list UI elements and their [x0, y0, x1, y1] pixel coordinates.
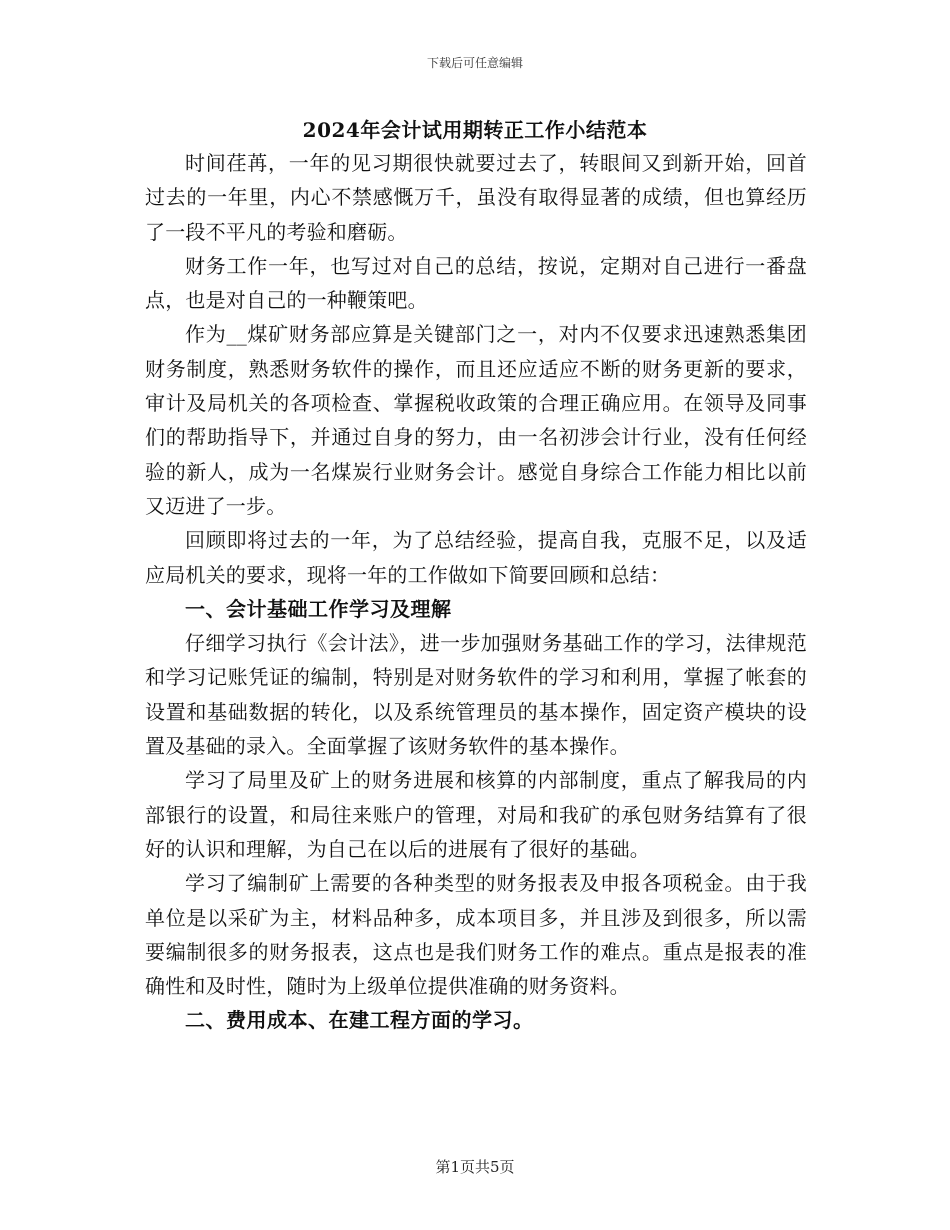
paragraph-reports: 学习了编制矿上需要的各种类型的财务报表及申报各项税金。由于我单位是以采矿为主，材料品种多，成本项目多，并且涉及到很多，所以需要编制很多的财务报表，这点也是我们财务工作的难点。重点是报表的准确性和及时性，随时为上级单位提供准确的财务资料。	[145, 871, 807, 999]
paragraph-intro: 时间荏苒，一年的见习期很快就要过去了，转眼间又到新开始，回首过去的一年里，内心不禁感慨万千，虽没有取得显著的成绩，但也算经历了一段不平凡的考验和磨砺。	[145, 151, 807, 244]
paragraph-accounting-law: 仔细学习执行《会计法》，进一步加强财务基础工作的学习，法律规范和学习记账凭证的编制，特别是对财务软件的学习和利用，掌握了帐套的设置和基础数据的转化，以及系统管理员的基本操作，固定资产模块的设置及基础的录入。全面掌握了该财务软件的基本操作。	[145, 631, 807, 759]
header-note: 下载后可任意编辑	[426, 56, 523, 70]
document-title: 2024年会计试用期转正工作小结范本	[302, 118, 648, 142]
paragraph-internal-system: 学习了局里及矿上的财务进展和核算的内部制度，重点了解我局的内部银行的设置，和局往来账户的管理，对局和我矿的承包财务结算有了很好的认识和理解，为自己在以后的进展有了很好的基础。	[145, 768, 807, 861]
section-heading-2: 二、费用成本、在建工程方面的学习。	[185, 1008, 534, 1033]
document-body	[145, 146, 807, 1038]
paragraph-role: 作为__煤矿财务部应算是关键部门之一，对内不仅要求迅速熟悉集团财务制度，熟悉财务软件的操作，而且还应适应不断的财务更新的要求，审计及局机关的各项检查、掌握税收政策的合理正确应用。在领导及同事们的帮助指导下，并通过自身的努力，由一名初涉会计行业，没有任何经验的新人，成为一名煤炭行业财务会计。感觉自身综合工作能力相比以前又迈进了一步。	[145, 322, 807, 518]
section-heading-1: 一、会计基础工作学习及理解	[185, 596, 452, 621]
paragraph-self-review: 财务工作一年，也写过对自己的总结，按说，定期对自己进行一番盘点，也是对自己的一种鞭策吧。	[145, 253, 807, 313]
paragraph-summary-lead: 回顾即将过去的一年，为了总结经验，提高自我，克服不足，以及适应局机关的要求，现将一年的工作做如下简要回顾和总结：	[145, 528, 807, 587]
page-number: 第1页共5页	[435, 1158, 515, 1176]
